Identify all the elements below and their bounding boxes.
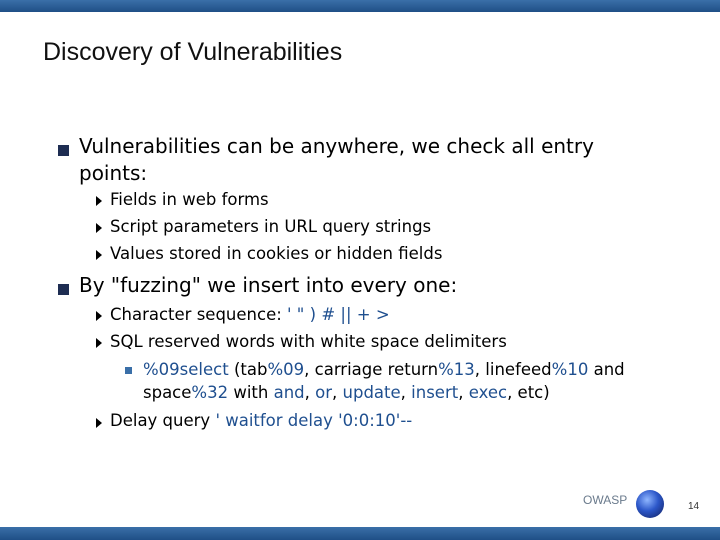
text-run: , <box>304 383 316 402</box>
keyword: %13 <box>438 360 475 379</box>
keyword: insert <box>411 383 459 402</box>
slide-title: Discovery of Vulnerabilities <box>43 38 343 66</box>
sub-bullet-text <box>110 305 390 324</box>
page-number: 14 <box>688 501 700 512</box>
text-run: , linefeed <box>474 360 552 379</box>
owasp-logo-text: OWASP <box>583 493 628 507</box>
text-run: (tab <box>228 360 268 379</box>
bullet-text-continued: points: <box>79 161 148 185</box>
keyword: update <box>342 383 401 402</box>
triangle-bullet-icon <box>96 223 102 233</box>
sub-bullet-text: Script parameters in URL query strings <box>110 217 432 236</box>
triangle-bullet-icon <box>96 196 102 206</box>
keyword: %09select <box>143 360 229 379</box>
keyword: and <box>273 383 305 402</box>
keyword: %10 <box>551 360 589 379</box>
sub-bullet-text: Fields in web forms <box>110 190 269 209</box>
text-run: , carriage return <box>304 360 439 379</box>
text-run: with <box>228 383 274 402</box>
text-run: , <box>332 383 343 402</box>
square-bullet-icon <box>58 284 69 295</box>
character-sequence: ' " ) # || + > <box>287 305 390 324</box>
sub-bullet-text: SQL reserved words with white space delimiters <box>110 332 507 351</box>
globe-logo-icon <box>636 490 664 518</box>
triangle-bullet-icon <box>96 311 102 321</box>
delay-query-code: ' waitfor delay '0:0:10'-- <box>215 411 413 430</box>
small-square-bullet-icon <box>125 367 132 374</box>
text-run: , <box>400 383 412 402</box>
text-run: space <box>143 383 192 402</box>
sub-sub-bullet-text <box>143 360 625 379</box>
bullet-text: By "fuzzing" we insert into every one: <box>79 273 458 297</box>
bottom-bar <box>0 527 720 540</box>
text-run: , etc) <box>507 383 550 402</box>
bullet-text: Vulnerabilities can be anywhere, we check all entry <box>79 134 594 158</box>
keyword: %09 <box>267 360 305 379</box>
square-bullet-icon <box>58 145 69 156</box>
sub-bullet-text <box>110 411 412 430</box>
text-run: and <box>588 360 625 379</box>
sub-bullet-prefix: Delay query <box>110 411 216 430</box>
triangle-bullet-icon <box>96 418 102 428</box>
keyword: %32 <box>191 383 229 402</box>
triangle-bullet-icon <box>96 250 102 260</box>
sub-bullet-text: Values stored in cookies or hidden fields <box>110 244 443 263</box>
keyword: or <box>315 383 333 402</box>
triangle-bullet-icon <box>96 338 102 348</box>
keyword: exec <box>468 383 508 402</box>
sub-bullet-prefix: Character sequence: <box>110 305 288 324</box>
text-run: , <box>458 383 469 402</box>
sub-sub-bullet-text-continued <box>143 383 550 402</box>
